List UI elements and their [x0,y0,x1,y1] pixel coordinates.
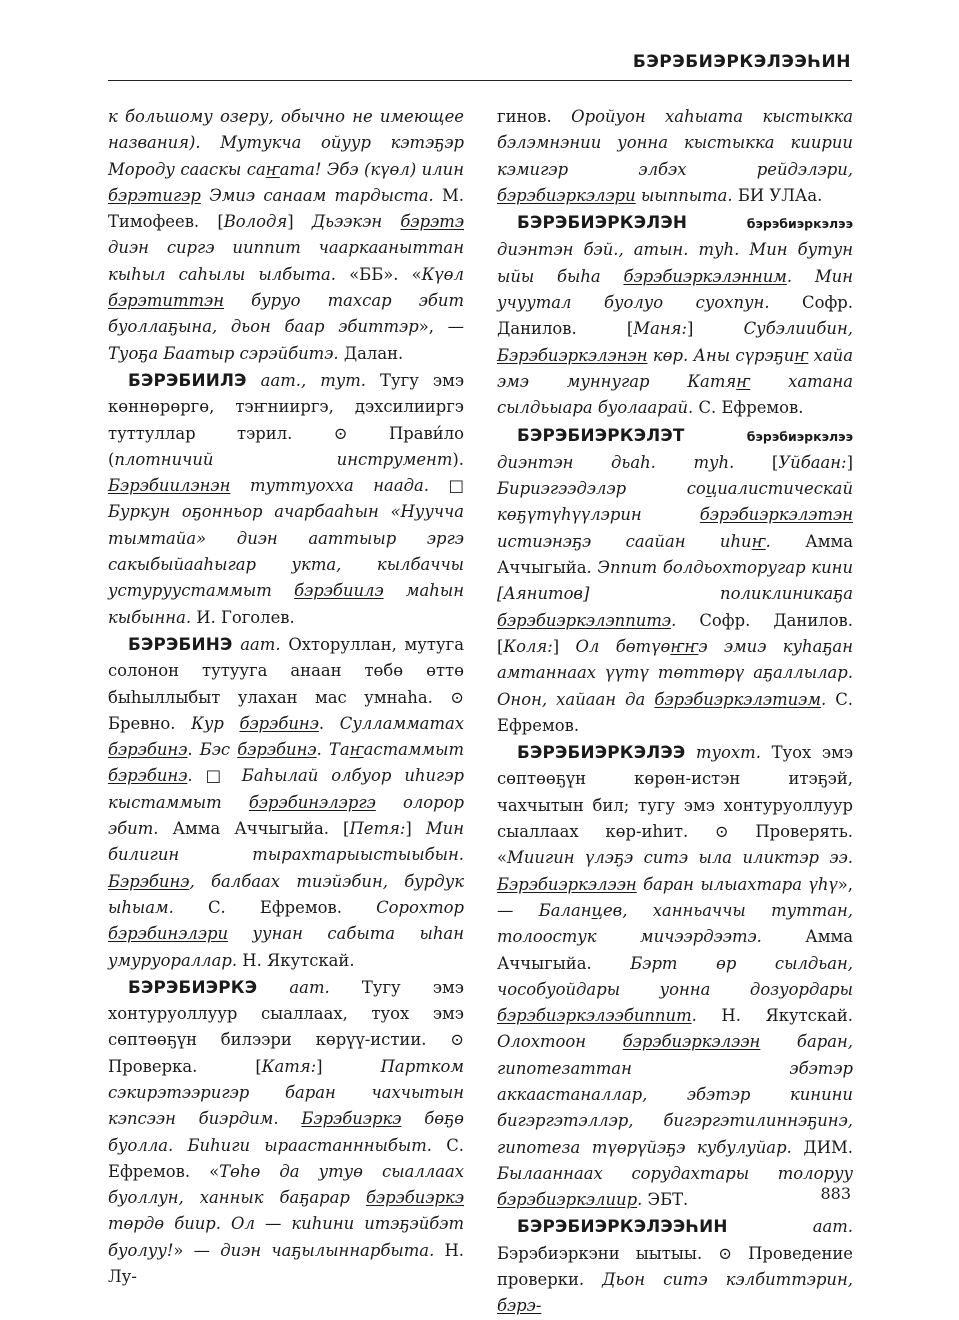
underlined-word: бэрэбиэркэлиир [497,1190,638,1210]
text-run [739,240,749,259]
underlined-word: ц [705,479,718,499]
italic-text: Бэс [199,740,238,760]
headword: БЭРЭБИЭРКЭЛЭТ [517,424,685,445]
example-word [108,186,201,205]
text-run: И. Гоголев. [191,607,295,627]
underlined-word: ҥҥ [670,636,699,656]
italic-text: . Мин учуутал буолуо суохпун. [497,266,853,313]
italic-text: Маня: [633,319,688,339]
example-word [752,532,766,551]
example-word [294,581,384,600]
text-run: М. Тимофеев. [ [108,185,464,232]
dictionary-entry [497,422,853,740]
italic-text: туттуохха наада. [230,476,429,496]
left-column [108,104,464,1290]
text-run: С. Ефремов. « [108,1135,464,1181]
underlined-word: бэрэбинэ [239,713,319,733]
italic-text: Баһылай олбуор иһигэр кыстаммыт [108,766,464,812]
italic-text: Катя: [261,1056,317,1076]
italic-text: Уйбаан: [778,452,847,472]
text-run: Софр. Данилов. [ [497,293,853,339]
text-run: БИ УЛАа. [732,185,823,205]
italic-text: Сулламматах [339,713,464,733]
italic-text: Төһө да утуө сыаллаах буоллун, ханнык баҕарар [108,1161,464,1208]
italic-text: Олохтоон [497,1032,623,1052]
right-column [497,104,853,1320]
example-word [497,1190,637,1209]
text-run: Н. Якутскай. [237,950,355,970]
italic-text: олорор эбит. [108,792,464,839]
text-run: Бэрэбиэркэни ыытыы. ⊙ Проведение проверки. [497,1243,853,1290]
base-form: бэрэбиэркэлээ [687,216,853,232]
example-word [670,637,698,656]
italic-text: туохт. [685,743,761,763]
example-word [794,346,808,365]
italic-text: аат., тут. [246,370,367,390]
example-word [654,690,821,709]
italic-text: диэнтэн бэй., атын. туһ. [497,240,740,260]
text-run: . [316,740,329,760]
text-run: ] [552,636,576,656]
italic-text: Балан [538,900,592,920]
underlined-word: бэрэбиэркэлэри [497,185,636,205]
underlined-word: бэрэбиэркэлэтиэм [654,689,821,709]
italic-text: Володя [223,212,288,232]
text-run: Н. Лу- [108,1240,465,1287]
italic-text: Бэрт өр сылдьан, чособуойдары уонна дозуордары [497,953,853,999]
example-word [350,740,364,759]
italic-text: , балбаах тиэйэбин, бурдук ыһыам. [108,871,464,917]
italic-text: аат. [232,634,281,654]
example-word [366,1188,464,1207]
underlined-word: ҥ [265,159,280,179]
underlined-word: бэрэ- [497,1296,542,1316]
underlined-word: бэрэбиэркэлэнним [623,266,787,286]
text-run: Амма Аччыгыйа. [497,927,853,973]
entry-continuation [497,104,853,209]
italic-text: Туоҕа Баатыр сэрэйбитэ. [108,343,339,363]
italic-text: көр. Аны сүрэҕи [647,345,795,365]
example-word [497,1006,692,1025]
underlined-word: ҥ [751,531,766,551]
text-run: Туох эмэ сөптөөҕүн көрөн-истэн итэҕэй, чахчытын бил; тугу эмэ хонтуруоллуур сыаллаах көр-иһит. ⊙ Проверять. « [497,743,854,868]
example-word [108,766,187,785]
text-run: », — [497,874,853,920]
italic-text: Дьон ситэ кэлбиттэрин, [602,1270,853,1290]
underlined-word: бэрэтигэр [108,185,201,205]
dictionary-entry [497,209,853,421]
text-run: Тугу эмэ хонтуруоллуур сыаллаах, туох эмэ сөптөөҕүн билээри көрүү-истии. ⊙ Проверка. [ [108,977,464,1076]
text-run: □ [428,476,464,496]
underlined-word: ҥ [794,345,809,365]
italic-text: ыыппыта. [635,185,733,205]
example-word [736,372,750,391]
underlined-word: бэрэбинэ [108,740,188,760]
dictionary-entry [108,631,464,974]
italic-text: Коля: [503,636,553,656]
underlined-word: ҥ [349,740,364,760]
italic-text: Аянитов [503,584,583,604]
italic-text: Миигин үлэҕэ ситэ ыла иликтэр ээ. [507,848,853,868]
italic-text: Күөл [421,264,464,284]
example-word [497,1296,541,1315]
italic-text: ] поликлиникаҕа [582,584,853,604]
example-word [623,267,786,286]
running-head: БЭРЭБИЭРКЭЛЭЭҺИН [632,52,851,72]
dictionary-entry [497,1213,853,1319]
italic-text: иалистическай көҕүтүһүүлэрин [497,479,853,525]
underlined-word: бэрэбиилэ [294,581,384,601]
underlined-word: Бэрэбиэркэ [301,1109,402,1129]
text-run: Охторуллан, мутуга солонон тутууга анаан төбө өттө быһыллыбыт улахан мас умнаһа. ⊙ Бревно. [108,634,464,733]
dictionary-entry [497,739,853,1213]
italic-text: ев, ханньаччы туттан, толоостук мичээрдээтэ. [497,900,853,947]
italic-text: . [820,689,827,709]
text-run: ). [452,449,464,469]
italic-text: Бириэгээдэлэр со [497,479,706,499]
underlined-word: бэрэбиэркэлээн [622,1032,761,1052]
base-form: бэрэбиэркэлээ [684,428,853,444]
italic-text: баран, гипотезаттан эбэтэр аккаастаналлар, эбэтэр кинини бигэргэтэллэр, бигэргэтилиннэҕинэ, гипотеза түөрүйэҕэ кубулуйар. [497,1032,853,1157]
example-word [623,1032,761,1051]
italic-text: Субэлиибин, [743,319,853,339]
underlined-word: бэрэбиэркэлэппитэ [497,610,672,630]
text-run: Амма Аччыгыйа. [497,531,853,578]
underlined-word: ҥ [736,371,751,391]
example-word [249,793,376,812]
text-run: С. Ефремов. [497,689,853,735]
underlined-word: бэрэбиэркэлээбиппит [497,1006,692,1026]
text-run: Тугу эмэ көннөрөргө, тэҥнииргэ, дэхсилииргэ туттуллар тэрил. ⊙ Прави́ло ( [108,370,465,469]
italic-text: ата! Эбэ (күөл) илин [279,159,464,179]
text-run: ЭБТ. [642,1190,689,1210]
example-word [400,212,464,231]
example-word [497,611,671,630]
italic-text: . [691,1006,697,1026]
text-run: . [318,713,340,733]
example-word [266,160,280,179]
italic-text: Партком сэкирэтээригэр баран чахчытын кэпсээн биэрдим. [108,1056,464,1129]
underlined-word: бэрэбинэ [108,766,188,786]
text-run: », — [418,317,464,337]
italic-text: хатана сылдьыара буолаарай. [497,371,853,418]
text-run: С. Ефремов. [173,897,377,917]
headword: БЭРЭБИЭРКЭЛЭН [517,212,688,233]
italic-text: буруо тахсар эбит буоллаҕына, дьон баар эбиттэр [108,291,464,337]
example-word [497,346,648,365]
underlined-word: Бэрэбиилэнэн [108,476,231,496]
text-run: . [187,740,200,760]
italic-text: диэн сиргэ ииппит чааркааныттан кыһыл саһылы ылбыта. [108,238,464,284]
italic-text: э эмиэ куһаҕан амтаннаах үүтү төттөрү аҕаллылар. Онон, хайаан да [497,636,853,709]
italic-text: Мин билигин тырахтарыыстыыбын. [108,819,464,865]
italic-text: диэн чаҕылыннарбыта. [220,1240,435,1260]
italic-text: диэнтэн дьаһ. туһ. [497,452,735,472]
italic-text: Буркун оҕонньор ачарбааһын «Нуучча тымтайа» диэн ааттыыр эргэ сакыбыйааһыгар укта, кылбаччы устуруустаммыт [108,502,464,601]
example-word [706,479,717,498]
italic-text: астаммыт [363,740,464,760]
example-word [108,476,230,495]
example-word [240,714,319,733]
italic-text: Та [328,740,350,760]
text-run: гинов. [497,107,572,126]
italic-text: баран ылыахтара үһү [636,874,838,894]
italic-text: Оройуон хаһыата кыстыкка бэлэмнэнии уонна кыстыкка киирии кэмигэр элбэх рейдэлэри, [497,107,854,179]
example-word [237,740,316,759]
italic-text: плотничий инструмент [114,449,453,469]
italic-text: Сорохтор [376,897,464,917]
italic-text: бөҕө буолла. Биһиги ыраастаннныбыт. [108,1109,464,1155]
example-word [108,740,187,759]
example-word [108,291,224,310]
italic-text: уунан сабыта ыһан умуруораллар. [108,924,464,970]
italic-text: Ол бөтүө [575,636,671,656]
italic-text: . [637,1190,643,1210]
dictionary-entry [108,367,464,631]
example-word [108,924,228,943]
text-run: ДИМ. [791,1137,853,1157]
italic-text: төрдө биир. Ол — киһини итэҕэйбэт буолуу! [108,1214,464,1260]
italic-text: Эппит болдьохторугар кини [ [497,558,853,604]
italic-text: Эмиэ санаам тардыста. [200,185,434,205]
headword: БЭРЭБИЭРКЭЛЭЭҺИН [517,1216,728,1237]
example-word [497,186,636,205]
italic-text: истиэнэҕэ саайан иһи [497,531,752,551]
italic-text: . [671,610,677,630]
underlined-word: бэрэбиэркэ [365,1188,464,1208]
example-word [108,872,189,891]
entry-continuation [108,104,464,367]
italic-text: аат. [727,1217,853,1237]
underlined-word: Бэрэбиэркэлээн [497,874,637,894]
underlined-word: Бэрэбинэ [108,871,190,891]
italic-text: Былааннаах сорудахтары толоруу [497,1163,853,1183]
headword: БЭРЭБИЭРКЭ [128,976,258,997]
underlined-word: бэрэтиттэн [108,291,225,311]
example-word [592,901,603,920]
italic-text: Петя: [349,819,406,839]
italic-text: к большому озеру, обычно не имеющее названия). Мутукча ойуур кэтэҕэр Мороду сааскы са [108,107,464,179]
underlined-word: ц [591,900,603,920]
text-run: Н. Якутскай. [696,1006,853,1026]
dictionary-entry [108,974,464,1291]
text-run: С. Ефремов. [693,398,804,418]
text-run: ] [846,452,853,472]
example-word [700,505,853,524]
header-rule [108,80,852,81]
page-number: 883 [820,1184,851,1203]
underlined-word: бэрэбинэлэргэ [248,792,376,812]
example-word [497,875,637,894]
italic-text: . [765,531,771,551]
italic-text: Дьээкэн [311,212,401,232]
underlined-word: бэрэтэ [400,212,464,232]
text-run: » — [173,1240,221,1260]
headword: БЭРЭБИИЛЭ [128,369,247,390]
underlined-word: бэрэбинэ [237,740,317,760]
text-run: Софр. Данилов. [ [497,610,853,656]
italic-text: Кур [191,713,240,733]
italic-text: маһын кыбынна. [108,581,464,627]
underlined-word: Бэрэбиэркэлэнэн [497,345,648,365]
text-run: «ББ». « [336,264,422,284]
text-run: ] [687,319,744,339]
text-run: Далан. [338,343,404,363]
text-run: . □ [187,766,242,786]
underlined-word: бэрэбиэркэлэтэн [699,505,853,525]
text-run: ] [287,212,312,232]
italic-text: хайа эмэ муннугар Катя [497,345,853,391]
headword: БЭРЭБИЭРКЭЛЭЭ [517,742,686,763]
text-run: [ [734,452,779,472]
text-run: Амма Аччыгыйа. [ [158,819,350,839]
text-run: ] [405,819,426,839]
italic-text: аат. [257,977,330,997]
example-word [301,1109,401,1128]
headword: БЭРЭБИНЭ [128,633,233,654]
italic-text: Мин бутун ыйы быһа [497,240,853,286]
text-run: ] [316,1056,381,1076]
underlined-word: бэрэбинэлэри [108,924,229,944]
